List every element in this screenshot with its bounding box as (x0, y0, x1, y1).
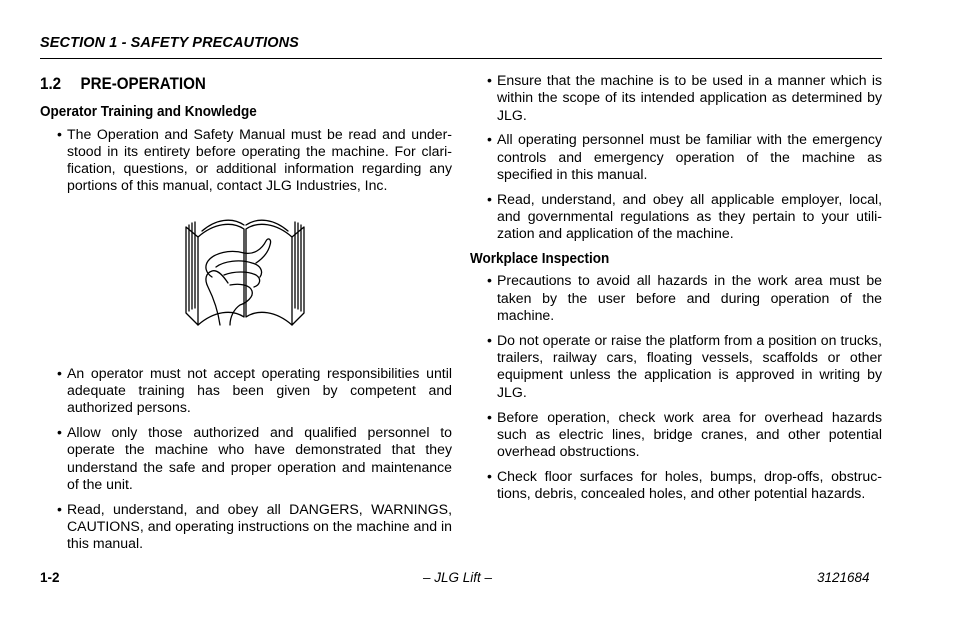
right-column (470, 72, 882, 510)
operator-training-list-b (40, 365, 452, 553)
page-header-title: SECTION 1 - SAFETY PRECAUTIONS (40, 35, 299, 51)
header-rule (40, 58, 882, 59)
section-title: PRE-OPERATION (80, 75, 206, 93)
page-number: 1-2 (40, 570, 60, 585)
footer-brand: – JLG Lift – (423, 570, 493, 585)
operator-training-heading: Operator Training and Knowledge (40, 103, 257, 121)
list-item: • All operating personnel must be familiar with the emergency controls and emergency operation of the machine as specified in this manual. (470, 131, 882, 183)
list-item: • Read, understand, and obey all applicable employer, local, and governmental regulations as they pertain to your utilization and application of the machine. (470, 191, 882, 243)
list-item: • Before operation, check work area for overhead hazards such as electric lines, bridge cranes, and other potential overhead obstructions. (470, 409, 882, 461)
list-item: • Do not operate or raise the platform from a position on trucks, trailers, railway cars, floating vessels, scaffolds or other equipment unless the application is approved in writing by JLG. (470, 332, 882, 401)
section-heading (40, 76, 419, 93)
workplace-inspection-list (470, 272, 882, 502)
list-item: • The Operation and Safety Manual must be read and understood in its entirety before operating the machine. For clarification, questions, or additional information regarding any portions of this manual, contact JLG Industries, Inc. (40, 126, 452, 195)
list-item: • Precautions to avoid all hazards in the work area must be taken by the user before and during operation of the machine. (470, 272, 882, 324)
figure (40, 213, 452, 353)
list-item: • Ensure that the machine is to be used in a manner which is within the scope of its intended application as determined by JLG. (470, 72, 882, 124)
document-number: 3121684 (817, 570, 870, 585)
operator-training-list-a (40, 126, 452, 195)
right-column-list (470, 72, 882, 243)
section-number: 1.2 (40, 75, 62, 93)
list-item: • Read, understand, and obey all DANGERS, WARNINGS, CAUTIONS, and operating instructions on the machine and in this manual. (40, 501, 452, 553)
workplace-inspection-heading: Workplace Inspection (470, 250, 610, 268)
read-manual-icon (184, 213, 306, 328)
list-item: • An operator must not accept operating responsibilities until adequate training has been given by competent and authorized persons. (40, 365, 452, 417)
left-column (40, 72, 452, 560)
list-item: • Check floor surfaces for holes, bumps, drop-offs, obstructions, debris, concealed holes, and other potential hazards. (470, 468, 882, 503)
list-item: • Allow only those authorized and qualified personnel to operate the machine who have demonstrated that they understand the safe and proper operation and maintenance of the unit. (40, 424, 452, 493)
